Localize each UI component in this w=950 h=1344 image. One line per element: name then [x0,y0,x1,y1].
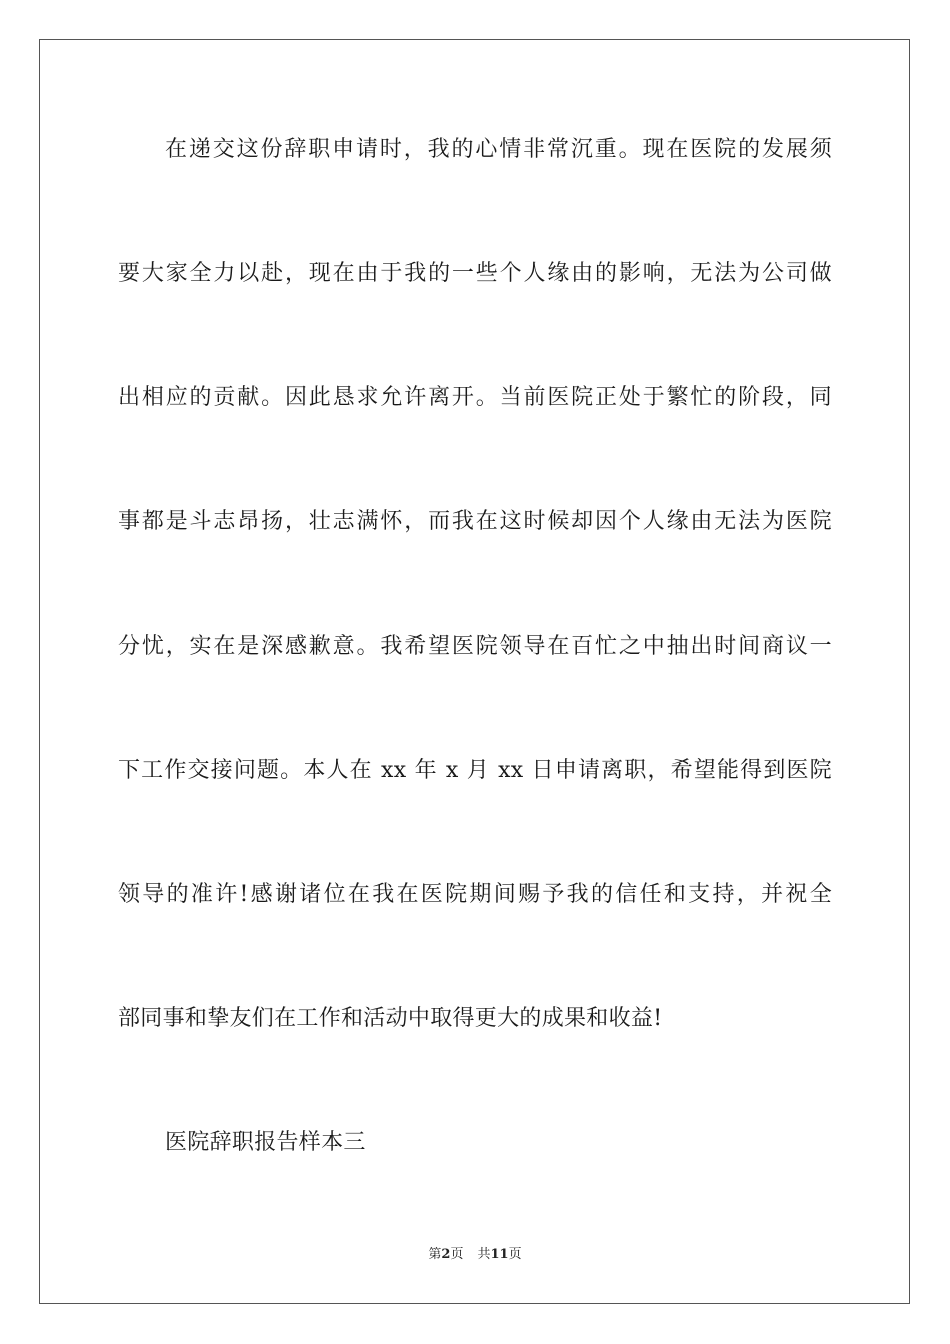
paragraph-line: 事都是斗志昂扬，壮志满怀，而我在这时候却因个人缘由无法为医院 [118,509,832,534]
total-pages: 11 [490,1247,509,1262]
paragraph-line: 要大家全力以赴，现在由于我的一些个人缘由的影响，无法为公司做 [118,261,832,286]
paragraph-line: 在递交这份辞职申请时，我的心情非常沉重。现在医院的发展须 [165,137,832,162]
paragraph-line: 下工作交接问题。本人在 xx 年 x 月 xx 日申请离职，希望能得到医院 [118,758,832,783]
paragraph-line: 分忧，实在是深感歉意。我希望医院领导在百忙之中抽出时间商议一 [118,634,832,659]
paragraph-line: 领导的准许!感谢诸位在我在医院期间赐予我的信任和支持，并祝全 [118,882,832,907]
page-prefix: 第 [428,1247,442,1262]
section-heading: 医院辞职报告样本三 [165,1130,366,1155]
page-suffix: 页 [450,1247,464,1262]
page-footer [0,1246,950,1264]
paragraph-line: 部同事和挚友们在工作和活动中取得更大的成果和收益! [118,1006,663,1031]
page-frame [39,39,910,1304]
paragraph-line: 出相应的贡献。因此恳求允许离开。当前医院正处于繁忙的阶段，同 [118,385,832,410]
page-number: 2 [441,1247,451,1262]
total-suffix: 页 [508,1247,522,1262]
total-prefix: 共 [477,1247,491,1262]
